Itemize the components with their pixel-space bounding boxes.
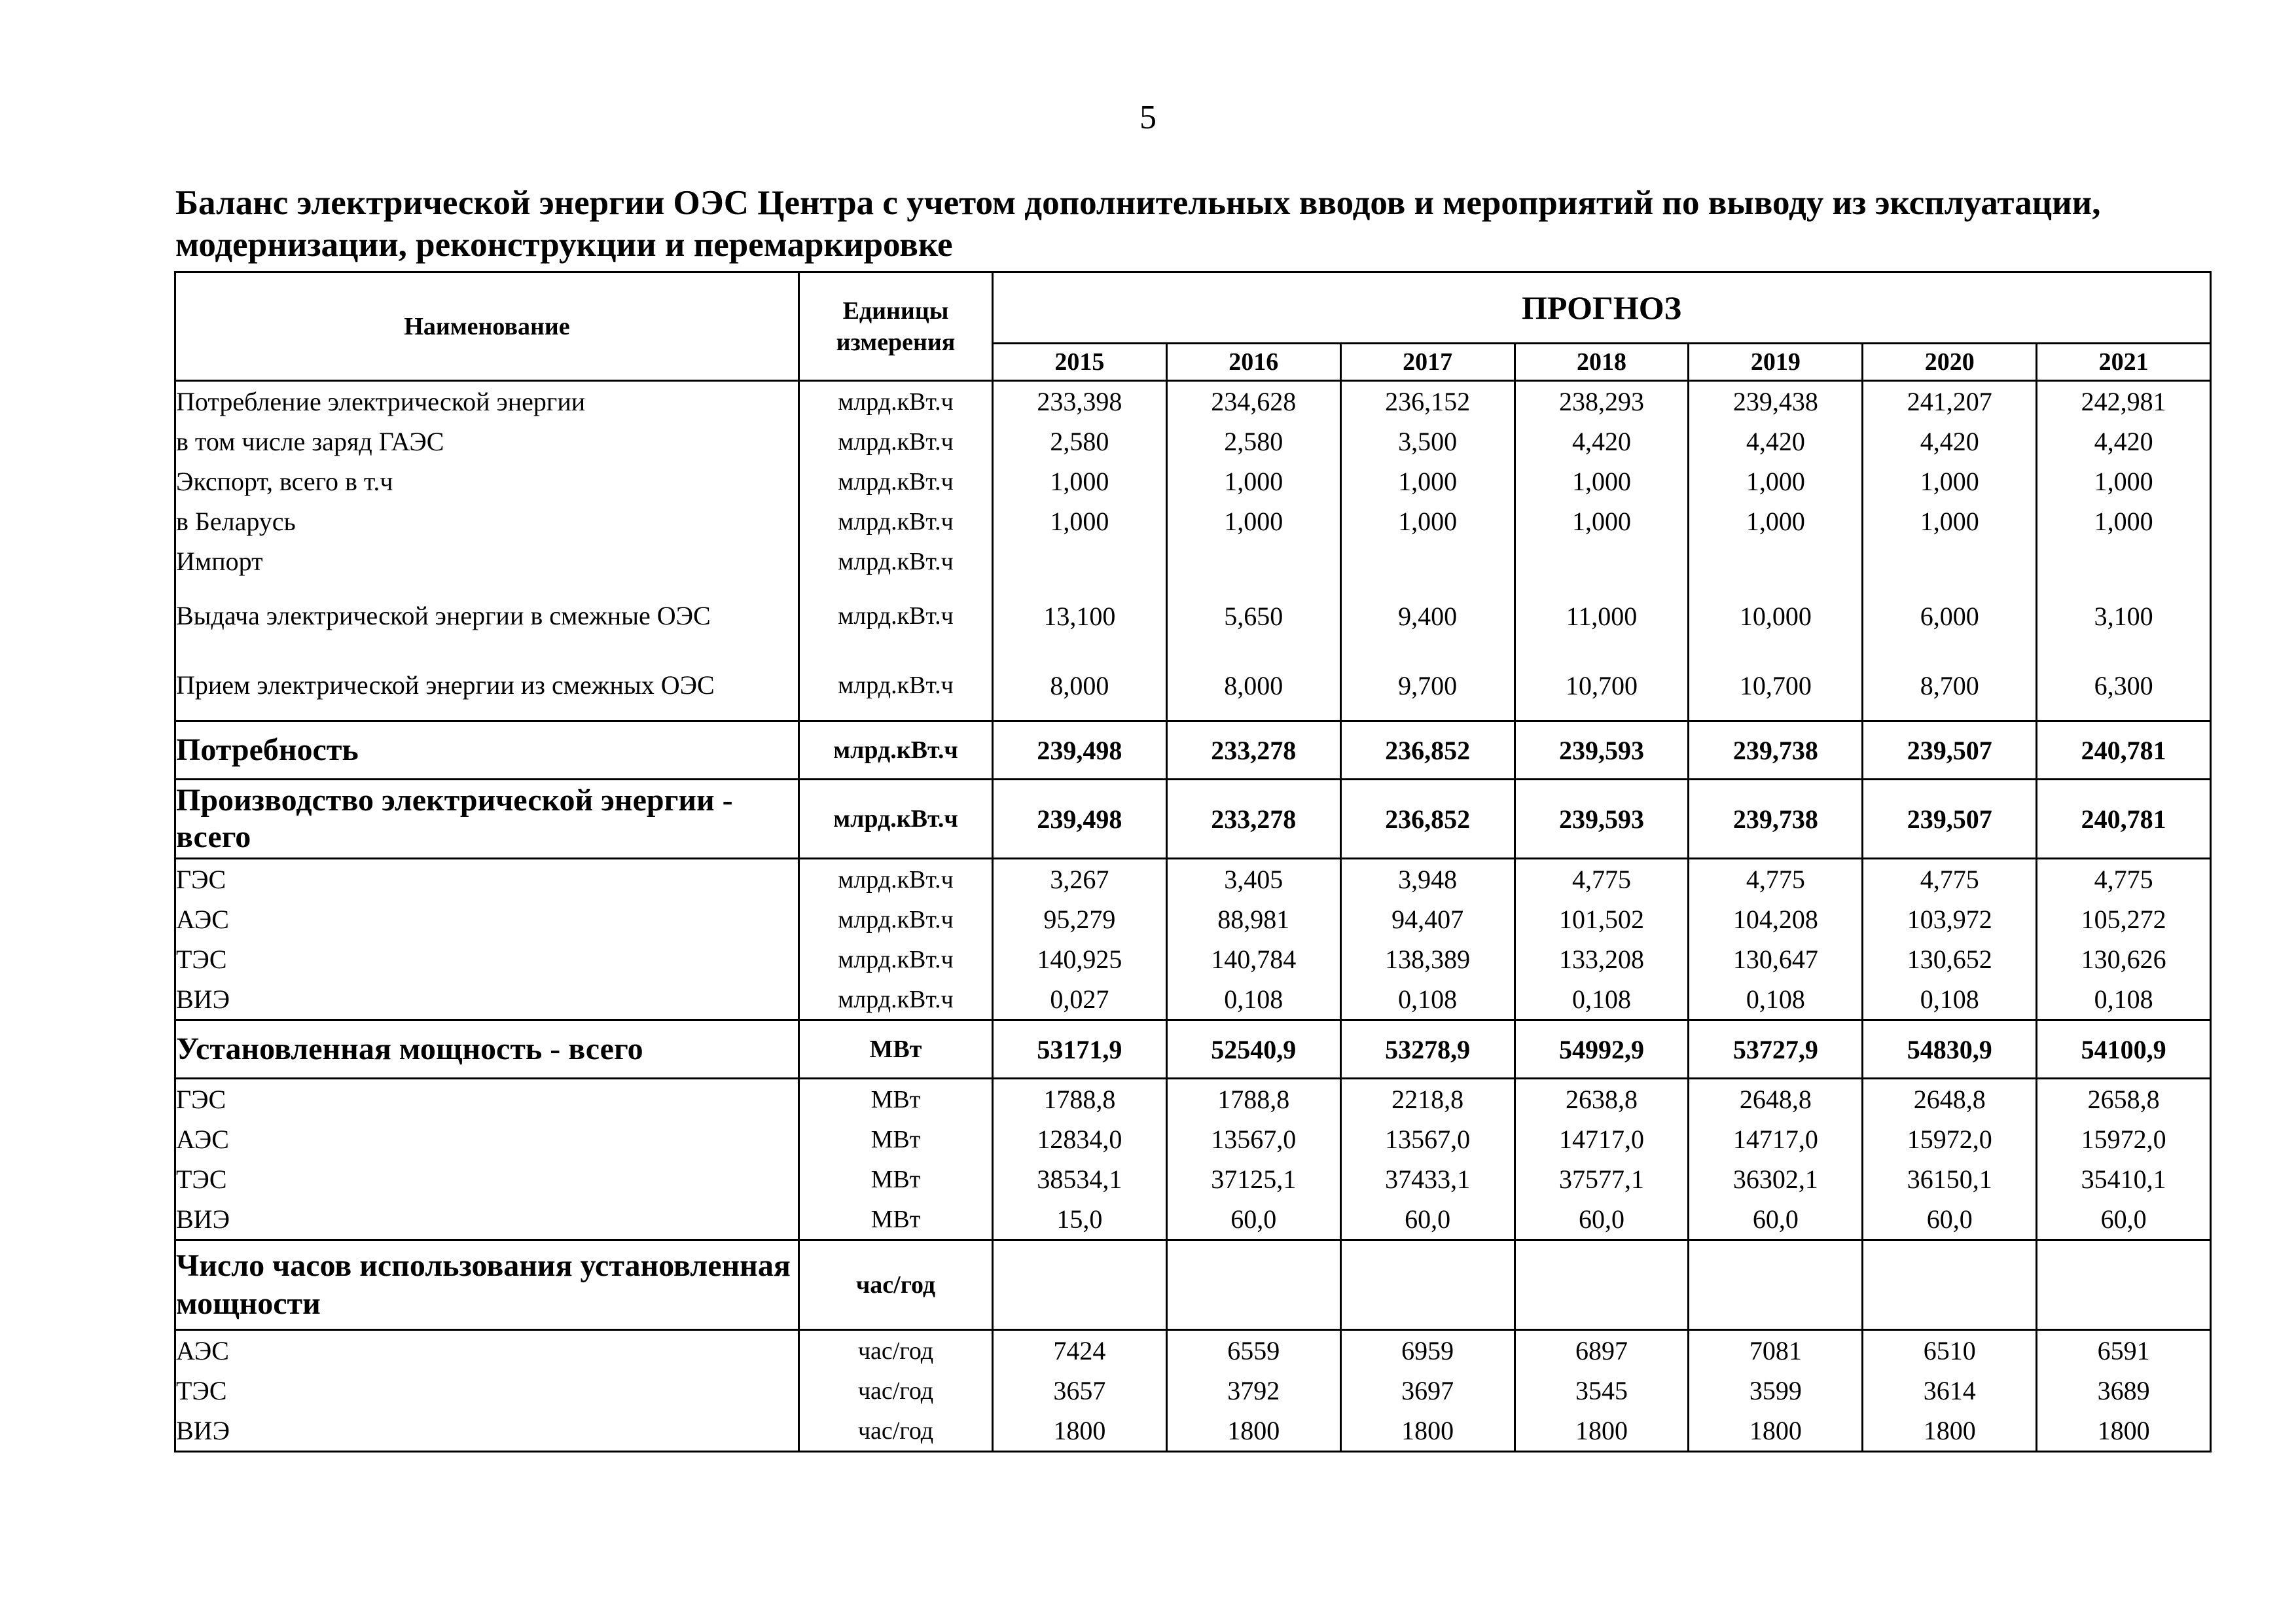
row-value: 3689: [2037, 1371, 2211, 1411]
row-value: 6510: [1863, 1330, 2037, 1371]
row-unit: млрд.кВт.ч: [799, 651, 993, 721]
row-value: 1800: [1689, 1411, 1863, 1452]
header-name: Наименование: [175, 272, 799, 381]
row-value: 3614: [1863, 1371, 2037, 1411]
row-name: Прием электрической энергии из смежных ОЭС: [175, 651, 799, 721]
row-value: 6,000: [1863, 581, 2037, 651]
row-value: 13567,0: [1166, 1119, 1340, 1159]
table-row: [175, 1371, 2211, 1411]
row-value: 8,000: [993, 651, 1167, 721]
row-unit: МВт: [799, 1159, 993, 1199]
row-value: 1,000: [1340, 501, 1515, 541]
header-year: 2020: [1863, 344, 2037, 381]
table-row: [175, 1020, 2211, 1079]
row-value: 13567,0: [1340, 1119, 1515, 1159]
row-value: 0,027: [993, 979, 1167, 1020]
row-value: 54830,9: [1863, 1020, 2037, 1079]
row-value: 94,407: [1340, 899, 1515, 939]
row-unit: МВт: [799, 1079, 993, 1120]
row-value: 2658,8: [2037, 1079, 2211, 1120]
row-value: 11,000: [1515, 581, 1689, 651]
row-value: 0,108: [1515, 979, 1689, 1020]
row-value: 4,420: [1689, 422, 1863, 461]
row-value: 36302,1: [1689, 1159, 1863, 1199]
row-value: 130,652: [1863, 939, 2037, 979]
row-name: в том числе заряд ГАЭС: [175, 422, 799, 461]
header-forecast: ПРОГНОЗ: [993, 272, 2211, 344]
row-value: 1788,8: [1166, 1079, 1340, 1120]
row-value: 2638,8: [1515, 1079, 1689, 1120]
row-value: 54992,9: [1515, 1020, 1689, 1079]
row-value: 60,0: [1340, 1199, 1515, 1240]
row-unit: млрд.кВт.ч: [799, 501, 993, 541]
row-value: 3657: [993, 1371, 1167, 1411]
row-value: 38534,1: [993, 1159, 1167, 1199]
row-unit: млрд.кВт.ч: [799, 979, 993, 1020]
row-value: 240,781: [2037, 780, 2211, 859]
row-value: 4,775: [1515, 859, 1689, 900]
row-value: 7424: [993, 1330, 1167, 1371]
row-value: 3,948: [1340, 859, 1515, 900]
row-value: 10,000: [1689, 581, 1863, 651]
row-value: 6591: [2037, 1330, 2211, 1371]
row-value: [1863, 541, 2037, 581]
row-name: Импорт: [175, 541, 799, 581]
row-value: [1166, 541, 1340, 581]
row-value: 3697: [1340, 1371, 1515, 1411]
row-value: 1,000: [2037, 461, 2211, 501]
row-unit: млрд.кВт.ч: [799, 581, 993, 651]
row-value: 7081: [1689, 1330, 1863, 1371]
row-value: [2037, 541, 2211, 581]
row-value: 1,000: [1166, 501, 1340, 541]
row-value: 53278,9: [1340, 1020, 1515, 1079]
row-value: 1,000: [1689, 501, 1863, 541]
row-value: 10,700: [1689, 651, 1863, 721]
row-value: 1,000: [1689, 461, 1863, 501]
row-value: 0,108: [1166, 979, 1340, 1020]
row-unit: млрд.кВт.ч: [799, 939, 993, 979]
row-value: 15972,0: [1863, 1119, 2037, 1159]
energy-balance-table: [174, 271, 2212, 1453]
row-value: 1,000: [993, 501, 1167, 541]
row-value: 0,108: [1863, 979, 2037, 1020]
row-value: 4,775: [1863, 859, 2037, 900]
row-value: 103,972: [1863, 899, 2037, 939]
row-value: 233,398: [993, 381, 1167, 422]
row-unit: МВт: [799, 1119, 993, 1159]
row-name: Потребность: [175, 721, 799, 780]
row-unit: млрд.кВт.ч: [799, 422, 993, 461]
row-value: 0,108: [1689, 979, 1863, 1020]
table-row: [175, 1119, 2211, 1159]
row-name: Число часов использования установленная мощности: [175, 1240, 799, 1330]
row-value: 239,738: [1689, 780, 1863, 859]
row-value: 3792: [1166, 1371, 1340, 1411]
row-name: АЭС: [175, 1119, 799, 1159]
row-value: 1,000: [1863, 461, 2037, 501]
row-value: 60,0: [1689, 1199, 1863, 1240]
row-value: 1,000: [1515, 461, 1689, 501]
row-value: 8,000: [1166, 651, 1340, 721]
row-value: 60,0: [1166, 1199, 1340, 1240]
row-unit: час/год: [799, 1371, 993, 1411]
row-value: 0,108: [1340, 979, 1515, 1020]
row-value: [1340, 1240, 1515, 1330]
table-row: [175, 939, 2211, 979]
row-value: 4,775: [2037, 859, 2211, 900]
row-value: 54100,9: [2037, 1020, 2211, 1079]
row-value: 2648,8: [1863, 1079, 2037, 1120]
row-value: [1689, 541, 1863, 581]
row-value: 101,502: [1515, 899, 1689, 939]
row-value: 2218,8: [1340, 1079, 1515, 1120]
row-value: 8,700: [1863, 651, 2037, 721]
row-value: [1515, 541, 1689, 581]
row-value: 2,580: [1166, 422, 1340, 461]
row-value: 140,925: [993, 939, 1167, 979]
row-name: Установленная мощность - всего: [175, 1020, 799, 1079]
row-name: ТЭС: [175, 1371, 799, 1411]
row-value: 9,400: [1340, 581, 1515, 651]
row-value: 13,100: [993, 581, 1167, 651]
row-value: 4,420: [1863, 422, 2037, 461]
row-value: 239,593: [1515, 780, 1689, 859]
row-value: 1,000: [993, 461, 1167, 501]
row-value: 5,650: [1166, 581, 1340, 651]
row-value: 234,628: [1166, 381, 1340, 422]
row-value: 238,293: [1515, 381, 1689, 422]
row-value: 37125,1: [1166, 1159, 1340, 1199]
row-value: 242,981: [2037, 381, 2211, 422]
row-value: 4,420: [1515, 422, 1689, 461]
row-name: ГЭС: [175, 1079, 799, 1120]
row-name: ВИЭ: [175, 1411, 799, 1452]
table-row: [175, 979, 2211, 1020]
row-name: Производство электрической энергии - всего: [175, 780, 799, 859]
header-year: 2016: [1166, 344, 1340, 381]
table-row: [175, 541, 2211, 581]
row-unit: МВт: [799, 1199, 993, 1240]
row-value: 239,507: [1863, 721, 2037, 780]
row-value: 239,738: [1689, 721, 1863, 780]
row-value: 53727,9: [1689, 1020, 1863, 1079]
header-year: 2019: [1689, 344, 1863, 381]
row-value: 1,000: [1515, 501, 1689, 541]
row-value: 1800: [2037, 1411, 2211, 1452]
table-row: [175, 381, 2211, 422]
row-unit: млрд.кВт.ч: [799, 461, 993, 501]
row-unit: млрд.кВт.ч: [799, 541, 993, 581]
row-name: ВИЭ: [175, 1199, 799, 1240]
row-value: 105,272: [2037, 899, 2211, 939]
row-value: 1800: [1340, 1411, 1515, 1452]
header-year: 2015: [993, 344, 1167, 381]
row-value: 60,0: [1863, 1199, 2037, 1240]
row-unit: МВт: [799, 1020, 993, 1079]
row-value: 2,580: [993, 422, 1167, 461]
row-value: 1800: [1515, 1411, 1689, 1452]
row-value: 1,000: [1863, 501, 2037, 541]
document-title: Баланс электрической энергии ОЭС Центра с учетом дополнительных вводов и мероприятий по выводу из эксплуатации, модернизации, реконструкции и перемаркировке: [175, 184, 2101, 264]
row-value: 1788,8: [993, 1079, 1167, 1120]
row-value: 3,405: [1166, 859, 1340, 900]
row-value: [1689, 1240, 1863, 1330]
row-value: 236,852: [1340, 721, 1515, 780]
table-row: [175, 1159, 2211, 1199]
row-unit: час/год: [799, 1411, 993, 1452]
table-row: [175, 461, 2211, 501]
row-value: 3545: [1515, 1371, 1689, 1411]
row-value: 130,647: [1689, 939, 1863, 979]
table-row: [175, 721, 2211, 780]
row-value: [2037, 1240, 2211, 1330]
row-value: 1,000: [1340, 461, 1515, 501]
row-unit: млрд.кВт.ч: [799, 859, 993, 900]
row-value: 1800: [993, 1411, 1167, 1452]
page-number: 5: [1139, 99, 1157, 136]
table-row: [175, 581, 2211, 651]
row-value: 60,0: [2037, 1199, 2211, 1240]
row-value: 233,278: [1166, 780, 1340, 859]
row-name: ТЭС: [175, 939, 799, 979]
header-unit: Единицы измерения: [799, 272, 993, 381]
row-value: 6897: [1515, 1330, 1689, 1371]
row-name: в Беларусь: [175, 501, 799, 541]
row-value: 15972,0: [2037, 1119, 2211, 1159]
row-value: 3,500: [1340, 422, 1515, 461]
row-value: 104,208: [1689, 899, 1863, 939]
row-unit: млрд.кВт.ч: [799, 721, 993, 780]
row-value: 130,626: [2037, 939, 2211, 979]
row-value: 239,438: [1689, 381, 1863, 422]
row-value: 239,498: [993, 780, 1167, 859]
row-value: 140,784: [1166, 939, 1340, 979]
row-value: 239,593: [1515, 721, 1689, 780]
table-row: [175, 1411, 2211, 1452]
row-value: 53171,9: [993, 1020, 1167, 1079]
row-value: 3,100: [2037, 581, 2211, 651]
row-value: 241,207: [1863, 381, 2037, 422]
row-value: 4,775: [1689, 859, 1863, 900]
row-value: 88,981: [1166, 899, 1340, 939]
row-value: 6959: [1340, 1330, 1515, 1371]
row-value: 95,279: [993, 899, 1167, 939]
table-row: [175, 780, 2211, 859]
row-name: АЭС: [175, 899, 799, 939]
row-value: 14717,0: [1515, 1119, 1689, 1159]
table-row: [175, 1240, 2211, 1330]
row-value: 60,0: [1515, 1199, 1689, 1240]
row-value: [1340, 541, 1515, 581]
row-value: 133,208: [1515, 939, 1689, 979]
row-value: [1166, 1240, 1340, 1330]
row-unit: час/год: [799, 1330, 993, 1371]
row-unit: млрд.кВт.ч: [799, 899, 993, 939]
row-name: ТЭС: [175, 1159, 799, 1199]
row-value: 37433,1: [1340, 1159, 1515, 1199]
row-value: 1800: [1166, 1411, 1340, 1452]
row-value: [993, 1240, 1167, 1330]
table-row: [175, 1199, 2211, 1240]
row-value: 3,267: [993, 859, 1167, 900]
row-unit: млрд.кВт.ч: [799, 381, 993, 422]
row-name: АЭС: [175, 1330, 799, 1371]
row-name: ГЭС: [175, 859, 799, 900]
table-row: [175, 1330, 2211, 1371]
header-year: 2017: [1340, 344, 1515, 381]
row-value: 1,000: [1166, 461, 1340, 501]
table-row: [175, 1079, 2211, 1120]
row-value: 3599: [1689, 1371, 1863, 1411]
row-value: 4,420: [2037, 422, 2211, 461]
header-year: 2021: [2037, 344, 2211, 381]
row-value: 14717,0: [1689, 1119, 1863, 1159]
table-row: [175, 651, 2211, 721]
row-value: 1,000: [2037, 501, 2211, 541]
row-value: 239,498: [993, 721, 1167, 780]
row-name: Экспорт, всего в т.ч: [175, 461, 799, 501]
row-value: 240,781: [2037, 721, 2211, 780]
row-value: 35410,1: [2037, 1159, 2211, 1199]
row-value: 236,852: [1340, 780, 1515, 859]
row-value: 15,0: [993, 1199, 1167, 1240]
row-value: 36150,1: [1863, 1159, 2037, 1199]
row-value: 52540,9: [1166, 1020, 1340, 1079]
row-value: 9,700: [1340, 651, 1515, 721]
row-value: 233,278: [1166, 721, 1340, 780]
row-name: Потребление электрической энергии: [175, 381, 799, 422]
row-name: Выдача электрической энергии в смежные ОЭС: [175, 581, 799, 651]
row-value: 6,300: [2037, 651, 2211, 721]
row-unit: час/год: [799, 1240, 993, 1330]
header-year: 2018: [1515, 344, 1689, 381]
row-value: 10,700: [1515, 651, 1689, 721]
row-value: [993, 541, 1167, 581]
row-value: 138,389: [1340, 939, 1515, 979]
row-value: 239,507: [1863, 780, 2037, 859]
row-value: 37577,1: [1515, 1159, 1689, 1199]
row-value: 12834,0: [993, 1119, 1167, 1159]
row-value: 2648,8: [1689, 1079, 1863, 1120]
row-value: [1515, 1240, 1689, 1330]
table-row: [175, 422, 2211, 461]
row-value: 1800: [1863, 1411, 2037, 1452]
row-value: [1863, 1240, 2037, 1330]
row-value: 236,152: [1340, 381, 1515, 422]
table-row: [175, 859, 2211, 900]
row-name: ВИЭ: [175, 979, 799, 1020]
row-unit: млрд.кВт.ч: [799, 780, 993, 859]
table-row: [175, 899, 2211, 939]
row-value: 0,108: [2037, 979, 2211, 1020]
table-row: [175, 501, 2211, 541]
row-value: 6559: [1166, 1330, 1340, 1371]
